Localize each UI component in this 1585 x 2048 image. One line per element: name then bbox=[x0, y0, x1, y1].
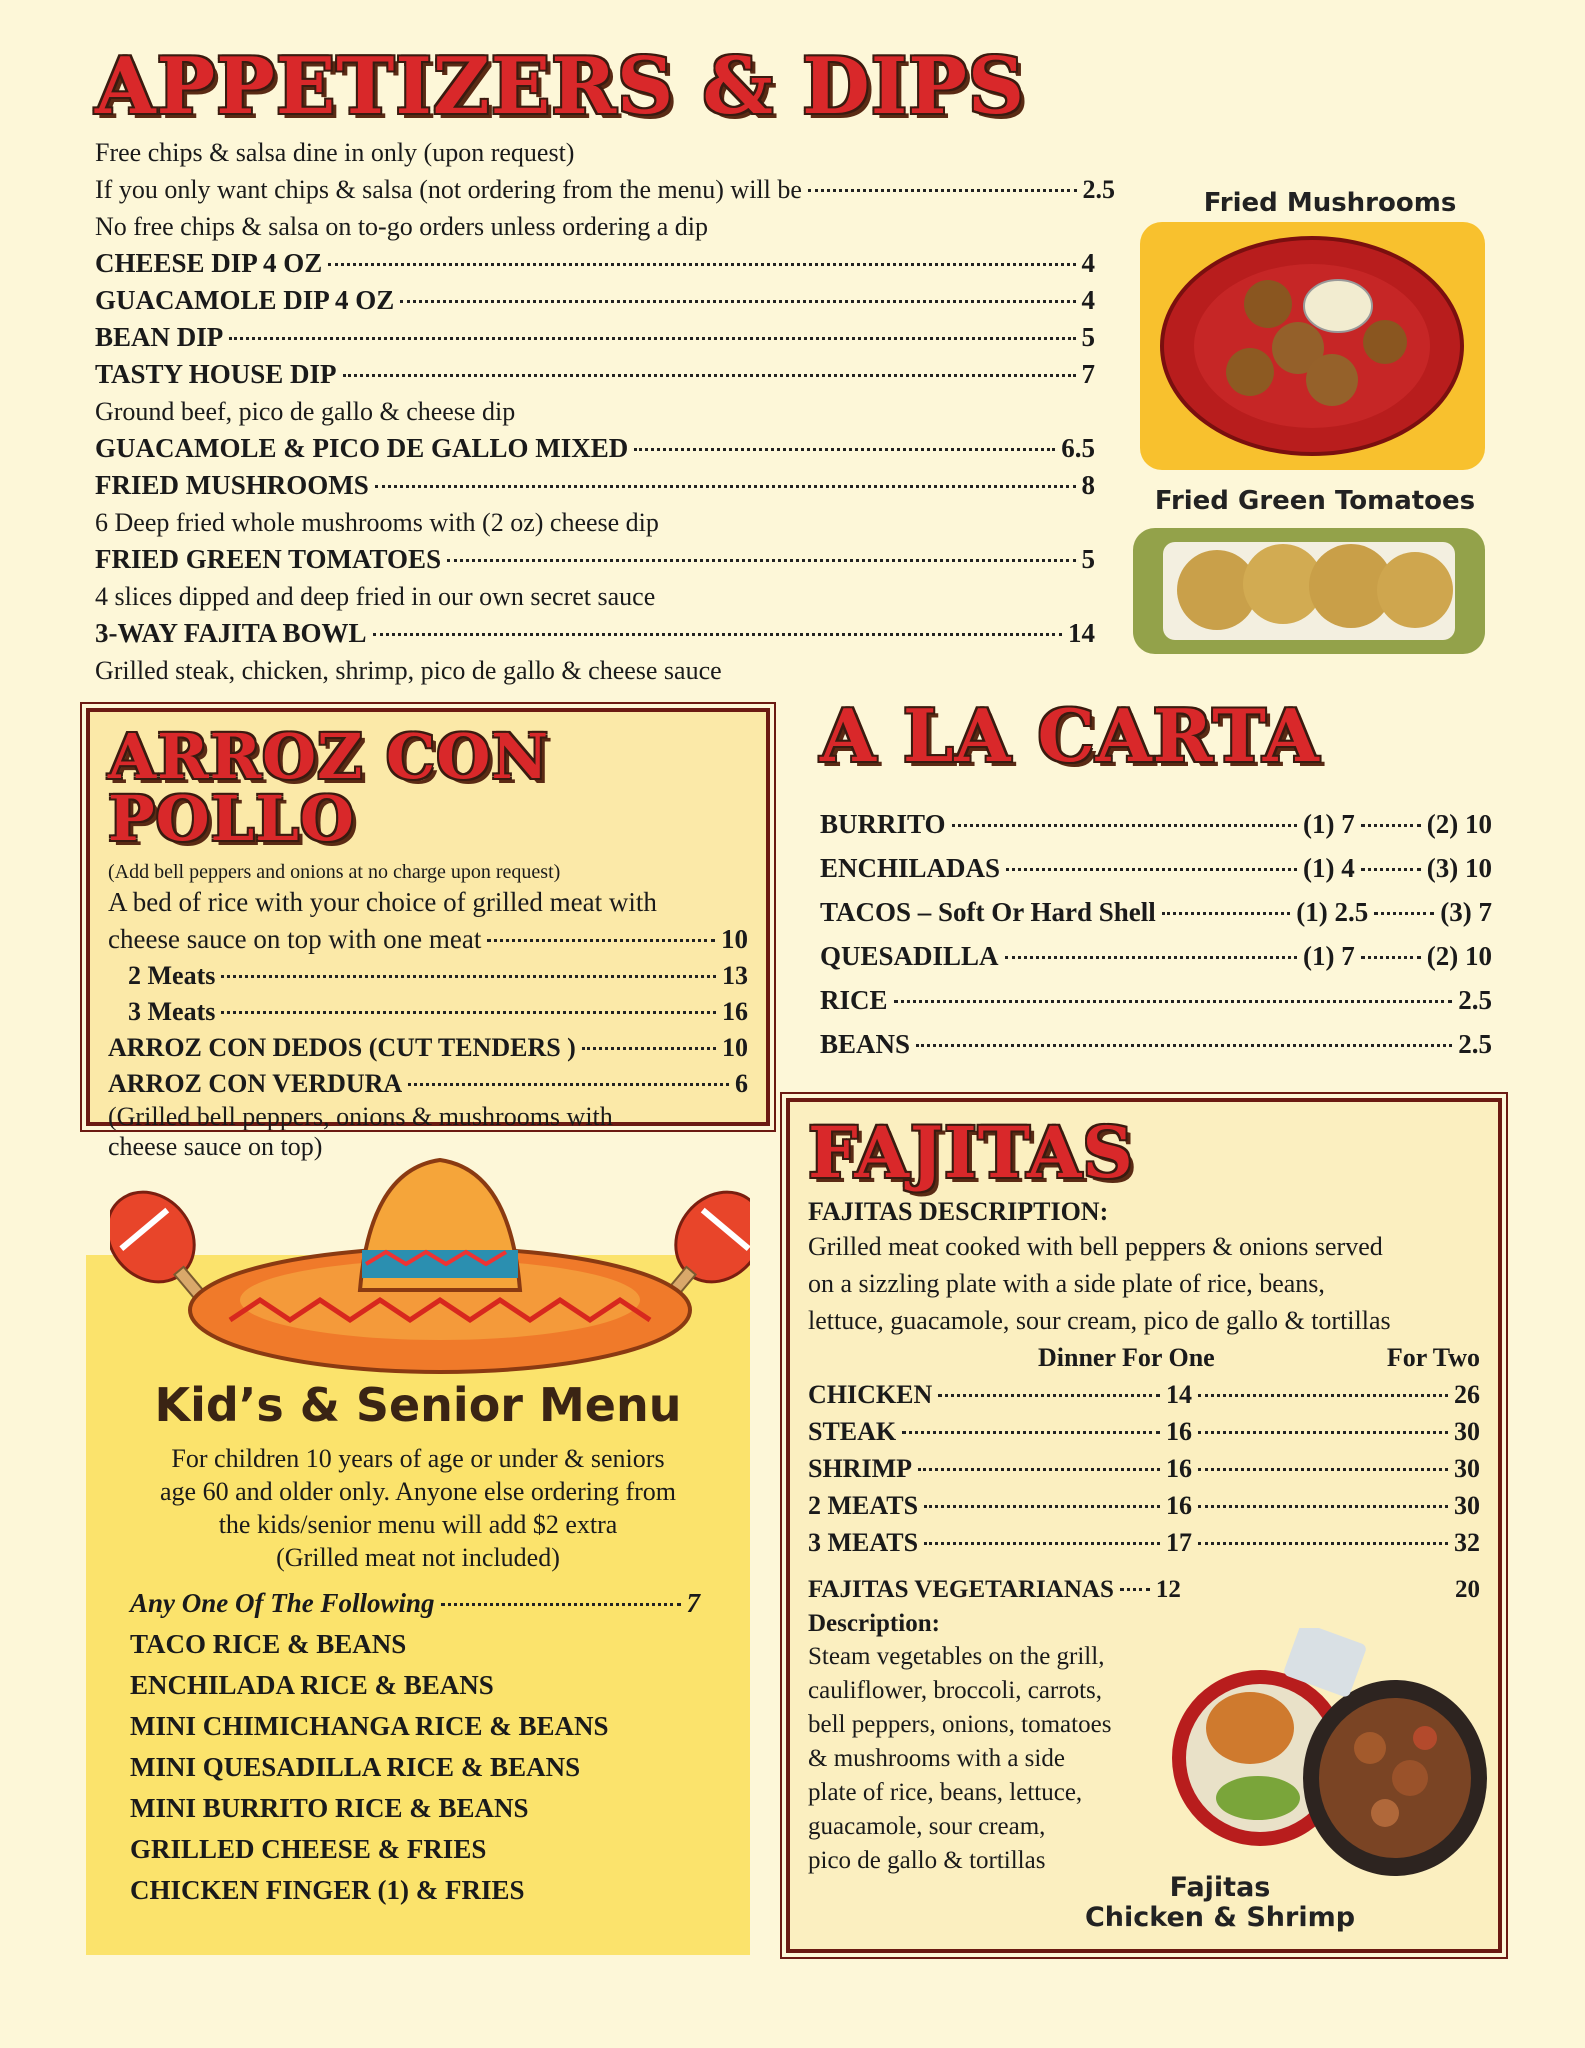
carta-item bbox=[820, 846, 1492, 890]
fajitas-price-one: 16 bbox=[1166, 1491, 1192, 1520]
veg-desc-line: bell peppers, onions, tomatoes bbox=[808, 1711, 1112, 1738]
appetizer-price: 6.5 bbox=[1061, 433, 1095, 463]
dot-leader bbox=[582, 1047, 716, 1050]
appetizer-price: 4 bbox=[1081, 285, 1095, 315]
appetizer-item bbox=[95, 356, 1095, 393]
arroz-meat-item bbox=[108, 994, 748, 1030]
chips-salsa-line bbox=[95, 171, 1115, 208]
appetizer-desc: Ground beef, pico de gallo & cheese dip bbox=[95, 397, 516, 426]
arroz-meat-item bbox=[108, 958, 748, 994]
fajitas-desc-line: on a sizzling plate with a side plate of rice, beans, bbox=[808, 1269, 1325, 1298]
veg-desc-line: Steam vegetables on the grill, bbox=[808, 1643, 1105, 1670]
dot-leader bbox=[487, 939, 715, 942]
appetizer-price: 5 bbox=[1081, 544, 1095, 574]
dot-leader bbox=[634, 448, 1055, 451]
dot-leader bbox=[441, 1603, 681, 1606]
veg-desc-line: guacamole, sour cream, bbox=[808, 1813, 1046, 1840]
carta-price-2: (3) 10 bbox=[1426, 853, 1492, 883]
appetizer-item bbox=[95, 541, 1095, 578]
veg-desc-line: plate of rice, beans, lettuce, bbox=[808, 1779, 1083, 1806]
kids-desc-line: (Grilled meat not included) bbox=[276, 1543, 560, 1572]
fajitas-columns bbox=[808, 1339, 1480, 1376]
dot-leader bbox=[1198, 1542, 1448, 1545]
kids-items bbox=[130, 1624, 700, 1911]
fajitas-item-name: 3 MEATS bbox=[808, 1528, 919, 1557]
veg-price-two: 20 bbox=[1455, 1576, 1480, 1603]
appetizers-items bbox=[95, 245, 1115, 689]
fajitas-desc-line: Grilled meat cooked with bell peppers & onions served bbox=[808, 1232, 1383, 1261]
sombrero-maracas-icon bbox=[110, 1150, 750, 1380]
col-for-two: For Two bbox=[1386, 1343, 1480, 1372]
col-dinner-for-one: Dinner For One bbox=[1038, 1343, 1215, 1372]
carta-item-name: QUESADILLA bbox=[820, 941, 999, 971]
dot-leader bbox=[894, 1000, 1453, 1003]
veg-price-one: 12 bbox=[1155, 1576, 1181, 1603]
kids-desc bbox=[86, 1442, 750, 1574]
appetizer-price: 4 bbox=[1081, 248, 1095, 278]
dot-leader bbox=[1006, 868, 1297, 871]
fajitas-price-two: 26 bbox=[1454, 1380, 1480, 1409]
kids-item: MINI CHIMICHANGA RICE & BEANS bbox=[130, 1711, 609, 1741]
dot-leader bbox=[328, 263, 1075, 266]
kids-any-price: 7 bbox=[686, 1588, 700, 1618]
fajitas-photo bbox=[1170, 1628, 1490, 1878]
fajitas-photo-label-2: Chicken & Shrimp bbox=[1084, 1902, 1356, 1933]
dot-leader bbox=[902, 1431, 1160, 1434]
verdura-desc: cheese sauce on top) bbox=[108, 1132, 323, 1161]
appetizers-note: No free chips & salsa on to-go orders unless ordering a dip bbox=[95, 212, 709, 241]
fajitas-item-name: CHICKEN bbox=[808, 1380, 933, 1409]
dot-leader bbox=[1198, 1431, 1448, 1434]
carta-item bbox=[820, 890, 1492, 934]
kids-item: ENCHILADA RICE & BEANS bbox=[130, 1670, 494, 1700]
appetizer-name: GUACAMOLE DIP 4 OZ bbox=[95, 285, 395, 315]
appetizers-section bbox=[95, 41, 1115, 689]
kids-any-label: Any One Of The Following bbox=[130, 1588, 435, 1618]
fajitas-title: FAJITAS bbox=[808, 1111, 1134, 1194]
arroz-base-price: 10 bbox=[721, 924, 748, 954]
fajitas-veg-line bbox=[808, 1571, 1480, 1608]
a-la-carta-section bbox=[820, 693, 1500, 1066]
dot-leader bbox=[343, 374, 1076, 377]
fajitas-price-two: 30 bbox=[1454, 1417, 1480, 1446]
fajitas-price-one: 17 bbox=[1166, 1528, 1192, 1557]
veg-desc-heading: Description: bbox=[808, 1610, 940, 1637]
appetizer-name: TASTY HOUSE DIP bbox=[95, 359, 337, 389]
kids-title: Kid’s & Senior Menu bbox=[154, 1378, 682, 1432]
dot-leader bbox=[221, 1011, 716, 1014]
kids-item: MINI BURRITO RICE & BEANS bbox=[130, 1793, 529, 1823]
dot-leader bbox=[916, 1044, 1452, 1047]
dot-leader bbox=[1198, 1468, 1448, 1471]
carta-item-name: TACOS – Soft Or Hard Shell bbox=[820, 897, 1156, 927]
appetizer-name: CHEESE DIP 4 OZ bbox=[95, 248, 323, 278]
appetizer-item bbox=[95, 430, 1095, 467]
fajitas-item-name: SHRIMP bbox=[808, 1454, 912, 1483]
fajitas-price-one: 16 bbox=[1166, 1417, 1192, 1446]
arroz-desc: A bed of rice with your choice of grilled meat with bbox=[108, 887, 657, 917]
appetizer-desc: Grilled steak, chicken, shrimp, pico de gallo & cheese sauce bbox=[95, 656, 722, 685]
arroz-item-price: 10 bbox=[722, 1033, 748, 1062]
carta-price-2: 2.5 bbox=[1458, 985, 1492, 1015]
arroz-meat-price: 13 bbox=[722, 961, 748, 990]
carta-item bbox=[820, 1022, 1492, 1066]
fajitas-desc-line: lettuce, guacamole, sour cream, pico de gallo & tortillas bbox=[808, 1306, 1391, 1335]
dot-leader bbox=[1374, 912, 1434, 915]
kids-item: CHICKEN FINGER (1) & FRIES bbox=[130, 1875, 525, 1905]
arroz-base-label: cheese sauce on top with one meat bbox=[108, 924, 482, 954]
dot-leader bbox=[447, 559, 1075, 562]
kids-desc-line: the kids/senior menu will add $2 extra bbox=[218, 1510, 618, 1539]
dot-leader bbox=[808, 189, 1077, 192]
a-la-carta-items bbox=[820, 802, 1500, 1066]
appetizer-name: BEAN DIP bbox=[95, 322, 224, 352]
carta-item bbox=[820, 802, 1492, 846]
dot-leader bbox=[400, 300, 1075, 303]
chips-salsa-price: 2.5 bbox=[1082, 175, 1115, 204]
carta-price-1: (1) 7 bbox=[1303, 941, 1355, 971]
appetizer-item bbox=[95, 615, 1095, 652]
kids-item: GRILLED CHEESE & FRIES bbox=[130, 1834, 487, 1864]
kids-item: TACO RICE & BEANS bbox=[130, 1629, 407, 1659]
carta-item-name: RICE bbox=[820, 985, 888, 1015]
kids-any-line bbox=[130, 1582, 700, 1624]
carta-item-name: BURRITO bbox=[820, 809, 946, 839]
appetizer-price: 8 bbox=[1081, 470, 1095, 500]
dot-leader bbox=[938, 1394, 1160, 1397]
dot-leader bbox=[924, 1542, 1160, 1545]
appetizer-name: GUACAMOLE & PICO DE GALLO MIXED bbox=[95, 433, 629, 463]
appetizer-item bbox=[95, 467, 1095, 504]
appetizers-note: Free chips & salsa dine in only (upon request) bbox=[95, 138, 575, 167]
appetizer-desc: 6 Deep fried whole mushrooms with (2 oz) cheese dip bbox=[95, 508, 659, 537]
veg-desc-line: cauliflower, broccoli, carrots, bbox=[808, 1677, 1103, 1704]
carta-price-1: (1) 2.5 bbox=[1296, 897, 1369, 927]
carta-price-2: (2) 10 bbox=[1426, 809, 1492, 839]
arroz-meats bbox=[108, 958, 748, 1030]
fajitas-item bbox=[808, 1487, 1480, 1524]
appetizer-item bbox=[95, 319, 1095, 356]
appetizer-price: 14 bbox=[1068, 618, 1095, 648]
appetizer-name: 3-WAY FAJITA BOWL bbox=[95, 618, 367, 648]
fajitas-photo-label-1: Fajitas bbox=[1169, 1872, 1271, 1903]
dot-leader bbox=[1198, 1394, 1448, 1397]
dot-leader bbox=[1198, 1505, 1448, 1508]
dot-leader bbox=[952, 824, 1297, 827]
kids-content bbox=[86, 1378, 750, 1574]
arroz-meat-price: 16 bbox=[722, 997, 748, 1026]
carta-item-name: ENCHILADAS bbox=[820, 853, 1001, 883]
carta-price-1: (1) 7 bbox=[1303, 809, 1355, 839]
arroz-item-name: ARROZ CON DEDOS (CUT TENDERS ) bbox=[108, 1033, 576, 1062]
appetizer-price: 5 bbox=[1081, 322, 1095, 352]
appetizer-name: FRIED MUSHROOMS bbox=[95, 470, 369, 500]
fajitas-price-two: 30 bbox=[1454, 1491, 1480, 1520]
a-la-carta-title: A LA CARTA bbox=[820, 693, 1320, 778]
dot-leader bbox=[373, 633, 1062, 636]
appetizer-desc: 4 slices dipped and deep fried in our own secret sauce bbox=[95, 582, 656, 611]
dot-leader bbox=[1361, 824, 1421, 827]
dot-leader bbox=[1005, 956, 1297, 959]
arroz-item-name: ARROZ CON VERDURA bbox=[108, 1069, 403, 1098]
fajitas-photo-label bbox=[1070, 1873, 1370, 1933]
appetizers-title: APPETIZERS & DIPS bbox=[95, 41, 1026, 132]
arroz-con-pollo-section bbox=[86, 708, 770, 1161]
fajitas-price-one: 14 bbox=[1166, 1380, 1192, 1409]
carta-price-2: (3) 7 bbox=[1440, 897, 1492, 927]
fajitas-item bbox=[808, 1376, 1480, 1413]
fajitas-item-name: STEAK bbox=[808, 1417, 897, 1446]
fajitas-desc bbox=[808, 1228, 1480, 1339]
fajitas-desc-heading: FAJITAS DESCRIPTION: bbox=[808, 1197, 1109, 1226]
kids-desc-line: For children 10 years of age or under & seniors bbox=[171, 1444, 665, 1473]
dot-leader bbox=[375, 485, 1076, 488]
fried-green-tomatoes-image bbox=[1133, 528, 1485, 654]
arroz-note: (Add bell peppers and onions at no charge upon request) bbox=[108, 861, 561, 883]
veg-desc-line: & mushrooms with a side bbox=[808, 1745, 1065, 1772]
kids-item: MINI QUESADILLA RICE & BEANS bbox=[130, 1752, 581, 1782]
arroz-item-price: 6 bbox=[735, 1069, 748, 1098]
arroz-meat-name: 2 Meats bbox=[128, 961, 216, 990]
arroz-item bbox=[108, 1030, 748, 1066]
fajitas-items bbox=[808, 1376, 1480, 1561]
dot-leader bbox=[918, 1468, 1160, 1471]
veg-name: FAJITAS VEGETARIANAS bbox=[808, 1576, 1114, 1603]
fajitas-item bbox=[808, 1413, 1480, 1450]
chips-salsa-label: If you only want chips & salsa (not ordering from the menu) will be bbox=[95, 175, 802, 204]
kids-desc-line: age 60 and older only. Anyone else ordering from bbox=[159, 1477, 676, 1506]
fajitas-price-two: 30 bbox=[1454, 1454, 1480, 1483]
fried-green-tomatoes-photo bbox=[1133, 528, 1485, 654]
carta-item bbox=[820, 978, 1492, 1022]
fajitas-price-two: 32 bbox=[1454, 1528, 1480, 1557]
kids-list bbox=[130, 1582, 700, 1911]
arroz-item bbox=[108, 1066, 748, 1102]
dot-leader bbox=[1361, 956, 1421, 959]
dot-leader bbox=[221, 975, 716, 978]
fajitas-item bbox=[808, 1524, 1480, 1561]
appetizer-item bbox=[95, 282, 1095, 319]
dot-leader bbox=[408, 1083, 729, 1086]
appetizer-price: 7 bbox=[1081, 359, 1095, 389]
carta-item bbox=[820, 934, 1492, 978]
fajitas-price-one: 16 bbox=[1166, 1454, 1192, 1483]
fajitas-item bbox=[808, 1450, 1480, 1487]
carta-price-2: (2) 10 bbox=[1426, 941, 1492, 971]
fried-mushrooms-label: Fried Mushrooms bbox=[1203, 188, 1457, 218]
fried-mushrooms-photo bbox=[1140, 222, 1485, 470]
arroz-meat-name: 3 Meats bbox=[128, 997, 216, 1026]
dot-leader bbox=[1120, 1588, 1150, 1591]
arroz-base-line bbox=[108, 921, 748, 958]
verdura-desc: (Grilled bell peppers, onions & mushrooms with bbox=[108, 1102, 613, 1131]
carta-item-name: BEANS bbox=[820, 1029, 911, 1059]
dot-leader bbox=[1162, 912, 1290, 915]
arroz-items bbox=[108, 1030, 748, 1102]
fajitas-item-name: 2 MEATS bbox=[808, 1491, 919, 1520]
veg-desc-line: pico de gallo & tortillas bbox=[808, 1847, 1046, 1874]
carta-price-2: 2.5 bbox=[1458, 1029, 1492, 1059]
appetizer-name: FRIED GREEN TOMATOES bbox=[95, 544, 442, 574]
fried-mushrooms-image bbox=[1140, 222, 1485, 470]
fried-green-tomatoes-label: Fried Green Tomatoes bbox=[1154, 486, 1476, 516]
dot-leader bbox=[1361, 868, 1421, 871]
appetizers-list bbox=[95, 134, 1115, 689]
arroz-title: ARROZ CON POLLO bbox=[108, 720, 550, 855]
dot-leader bbox=[924, 1505, 1160, 1508]
dot-leader bbox=[229, 337, 1075, 340]
carta-price-1: (1) 4 bbox=[1303, 853, 1355, 883]
appetizer-item bbox=[95, 245, 1095, 282]
